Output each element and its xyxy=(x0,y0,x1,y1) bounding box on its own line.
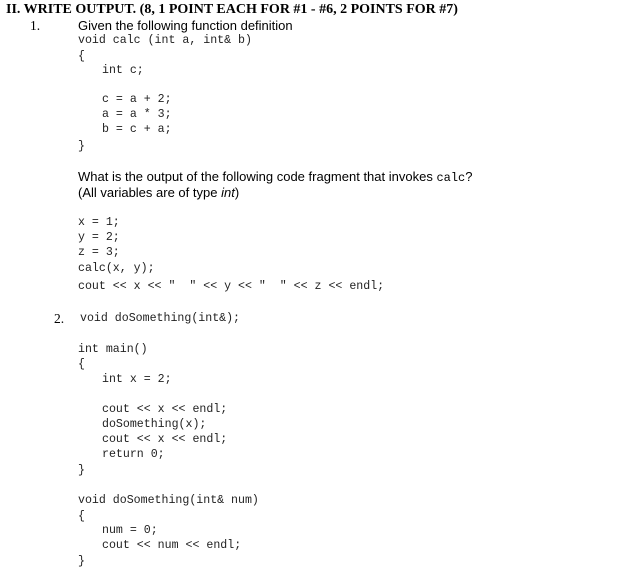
close-brace: } xyxy=(78,464,85,477)
question-1-intro: Given the following function definition xyxy=(78,18,293,33)
code-line: doSomething(x); xyxy=(102,418,207,431)
section-title: II. WRITE OUTPUT. (8, 1 POINT EACH FOR #1 - #6, 2 POINTS FOR #7) xyxy=(6,2,458,17)
main-signature: int main() xyxy=(78,343,148,356)
fragment-line: z = 3; xyxy=(78,246,120,259)
code-line: int x = 2; xyxy=(102,373,172,386)
code-line: a = a * 3; xyxy=(102,108,172,121)
close-brace: } xyxy=(78,555,85,568)
code-line: cout << x << endl; xyxy=(102,403,228,416)
code-line: num = 0; xyxy=(102,524,158,537)
question-1-note: (All variables are of type int) xyxy=(78,185,240,200)
code-line: int c; xyxy=(102,64,144,77)
question-2-number: 2. xyxy=(54,311,65,326)
open-brace: { xyxy=(78,358,85,371)
fragment-line: cout << x << " " << y << " " << z << endl; xyxy=(78,280,385,293)
open-brace: { xyxy=(78,510,85,523)
code-line: cout << x << endl; xyxy=(102,433,228,446)
dosomething-prototype: void doSomething(int&); xyxy=(80,312,241,325)
close-brace: } xyxy=(78,140,85,153)
code-line: cout << num << endl; xyxy=(102,539,242,552)
code-line: return 0; xyxy=(102,448,165,461)
code-line: c = a + 2; xyxy=(102,93,172,106)
question-1-prompt: What is the output of the following code fragment that invokes calc? xyxy=(78,169,473,185)
fragment-line: y = 2; xyxy=(78,231,120,244)
code-line: b = c + a; xyxy=(102,123,172,136)
question-1-number: 1. xyxy=(30,18,41,33)
calc-function-signature: void calc (int a, int& b) xyxy=(78,34,252,47)
dosomething-definition: void doSomething(int& num) xyxy=(78,494,259,507)
open-brace: { xyxy=(78,50,85,63)
fragment-line: x = 1; xyxy=(78,216,120,229)
fragment-line: calc(x, y); xyxy=(78,262,155,275)
